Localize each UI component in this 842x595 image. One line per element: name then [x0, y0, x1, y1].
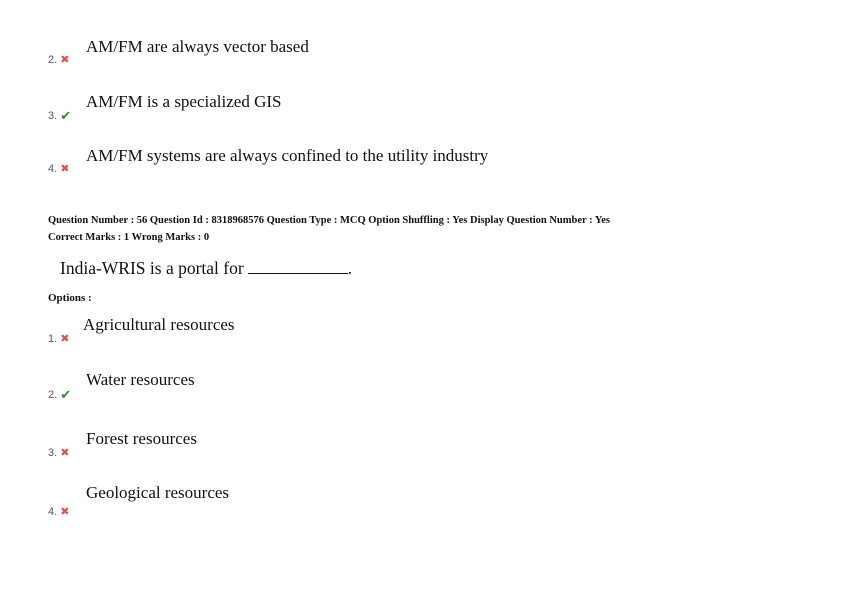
- cross-icon: ✖: [60, 447, 70, 459]
- option-text: AM/FM systems are always confined to the utility industry: [86, 146, 489, 165]
- option-text: Water resources: [86, 370, 195, 389]
- option-number: 4.: [48, 162, 58, 175]
- question-meta-line2: Correct Marks : 1 Wrong Marks : 0: [48, 232, 210, 243]
- option-text: Geological resources: [86, 483, 230, 502]
- option-text: Forest resources: [86, 429, 197, 448]
- check-icon: ✔: [60, 387, 72, 402]
- question-text: [60, 258, 352, 279]
- question-stem: India-WRIS is a portal for: [60, 258, 244, 278]
- option-number: 4.: [48, 505, 58, 518]
- question-meta-line1: Question Number : 56 Question Id : 8318968576 Question Type : MCQ Option Shuffling : Yes Display Question Number : Yes: [48, 215, 611, 226]
- option-number: 2.: [48, 389, 58, 401]
- option-number: 1.: [48, 332, 58, 345]
- cross-icon: ✖: [60, 54, 70, 66]
- option-number: 2.: [48, 53, 58, 66]
- option-text: AM/FM are always vector based: [86, 37, 309, 56]
- option-number: 3.: [48, 110, 58, 122]
- options-label: Options :: [48, 292, 92, 304]
- question-end: .: [347, 258, 353, 278]
- option-text: Agricultural resources: [83, 315, 235, 334]
- answer-blank: [248, 259, 348, 274]
- check-icon: ✔: [60, 108, 72, 123]
- cross-icon: ✖: [60, 506, 70, 518]
- cross-icon: ✖: [60, 333, 70, 345]
- option-text: AM/FM is a specialized GIS: [86, 92, 282, 111]
- cross-icon: ✖: [60, 163, 70, 175]
- option-number: 3.: [48, 446, 58, 459]
